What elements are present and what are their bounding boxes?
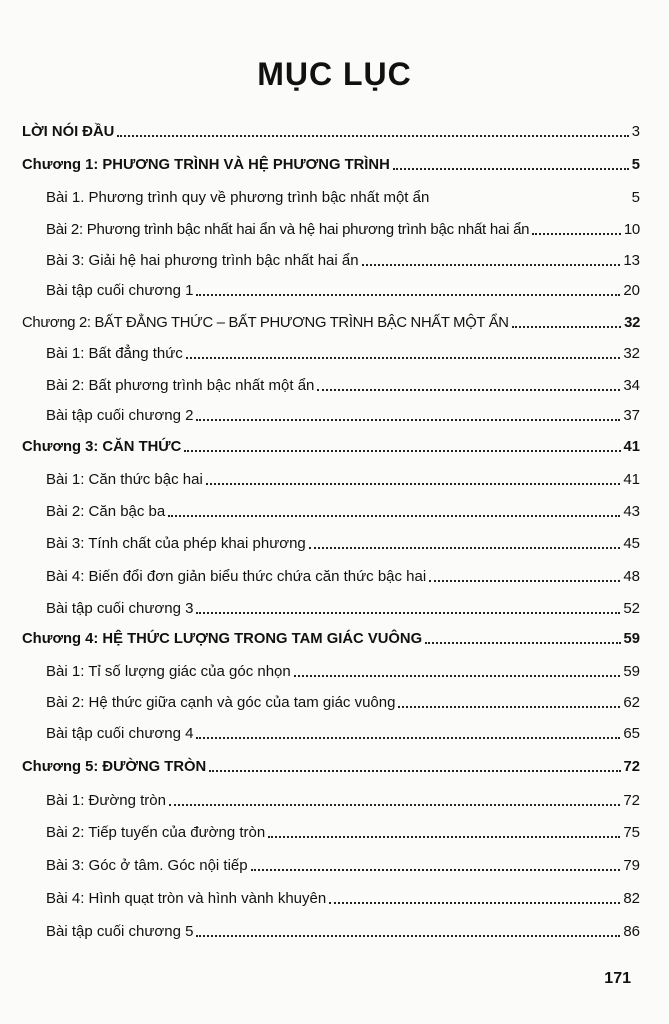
- toc-entry-page: 52: [623, 600, 640, 617]
- dot-leader: [294, 675, 621, 677]
- toc-entry-label: Bài 4: Hình quạt tròn và hình vành khuyên: [46, 890, 327, 907]
- toc-entry-page: 34: [623, 377, 640, 394]
- toc-entry-page: 41: [623, 439, 640, 455]
- toc-entry-chapter-4[interactable]: [22, 624, 640, 648]
- dot-leader: [209, 770, 620, 772]
- toc-entry-label: Bài 2: Phương trình bậc nhất hai ẩn và hệ hai phương trình bậc nhất hai ẩn: [46, 221, 530, 238]
- toc-entry-page: 20: [623, 282, 640, 299]
- toc-entry-label: Bài 2: Tiếp tuyến của đường tròn: [46, 824, 266, 841]
- page-title: MỤC LỤC: [257, 56, 412, 92]
- toc-entry-label: Bài 3: Góc ở tâm. Góc nội tiếp: [46, 857, 248, 874]
- toc-entry-label: Bài 2: Căn bậc ba: [46, 503, 166, 520]
- toc-entry-ch5-lesson-3[interactable]: [46, 851, 640, 875]
- toc-entry-page: 72: [623, 792, 640, 809]
- toc-entry-page: 45: [623, 535, 640, 552]
- toc-entry-page: 79: [623, 857, 640, 874]
- toc-entry-ch3-lesson-3[interactable]: [46, 529, 640, 553]
- dot-leader: [317, 389, 620, 391]
- dot-leader: [425, 642, 620, 644]
- toc-entry-intro[interactable]: [22, 117, 640, 141]
- toc-entry-label: Bài 4: Biến đổi đơn giản biểu thức chứa căn thức bậc hai: [46, 568, 427, 585]
- toc-entry-label: Bài 1: Bất đẳng thức: [46, 345, 183, 362]
- toc-entry-ch2-lesson-2[interactable]: [46, 371, 640, 395]
- toc-entry-label: Chương 1: PHƯƠNG TRÌNH VÀ HỆ PHƯƠNG TRÌNH: [22, 157, 390, 173]
- toc-entry-ch3-lesson-4[interactable]: [46, 562, 640, 586]
- dot-leader: [398, 706, 620, 708]
- toc-entry-ch4-exercises[interactable]: [46, 719, 640, 743]
- toc-entry-page: 86: [623, 923, 640, 940]
- toc-entry-page: 32: [624, 315, 640, 331]
- toc-entry-ch4-lesson-1[interactable]: [46, 657, 640, 681]
- toc-entry-page: 48: [623, 568, 640, 585]
- toc-entry-label: Bài 2: Bất phương trình bậc nhất một ẩn: [46, 377, 315, 394]
- toc-entry-page: 10: [623, 221, 640, 238]
- toc-entry-label: LỜI NÓI ĐẦU: [22, 124, 115, 140]
- dot-leader: [117, 135, 628, 137]
- dot-leader: [362, 264, 621, 266]
- toc-entry-page: 32: [623, 345, 640, 362]
- toc-entry-ch3-lesson-1[interactable]: [46, 465, 640, 489]
- dot-leader: [184, 450, 620, 452]
- toc-entry-label: Chương 5: ĐƯỜNG TRÒN: [22, 759, 207, 775]
- toc-entry-ch1-lesson-1[interactable]: [46, 183, 640, 207]
- toc-entry-ch3-exercises[interactable]: [46, 594, 640, 618]
- toc-entry-page: 62: [623, 694, 640, 711]
- toc-entry-ch5-lesson-4[interactable]: [46, 884, 640, 908]
- dot-leader: [268, 836, 620, 838]
- dot-leader: [309, 547, 621, 549]
- toc-entry-label: Bài 1: Đường tròn: [46, 792, 166, 809]
- dot-leader: [196, 294, 620, 296]
- toc-entry-chapter-5[interactable]: [22, 752, 640, 776]
- toc-entry-label: Chương 3: CĂN THỨC: [22, 439, 182, 455]
- toc-entry-label: Chương 2: BẤT ĐẲNG THỨC – BẤT PHƯƠNG TRÌNH BẬC NHẤT MỘT ẨN: [22, 315, 509, 331]
- toc-entry-page: 65: [623, 725, 640, 742]
- toc-entry-page: 5: [631, 157, 640, 173]
- toc-entry-ch1-lesson-3[interactable]: [46, 246, 640, 270]
- dot-leader: [169, 804, 620, 806]
- dot-leader: [329, 902, 620, 904]
- dot-leader: [393, 168, 629, 170]
- toc-entry-label: Bài 3: Giải hệ hai phương trình bậc nhất hai ẩn: [46, 252, 359, 269]
- toc-entry-ch2-lesson-1[interactable]: [46, 339, 640, 363]
- toc-entry-label: Bài 2: Hệ thức giữa cạnh và góc của tam giác vuông: [46, 694, 396, 711]
- toc-entry-chapter-2[interactable]: [22, 308, 640, 332]
- dot-leader: [429, 580, 620, 582]
- toc-entry-label: Bài tập cuối chương 1: [46, 282, 194, 299]
- dot-leader: [512, 326, 621, 328]
- toc-entry-label: Bài tập cuối chương 2: [46, 407, 194, 424]
- toc-entry-ch1-lesson-2[interactable]: [46, 215, 640, 239]
- dot-leader: [206, 483, 621, 485]
- dot-leader: [432, 201, 628, 203]
- dot-leader: [532, 233, 621, 235]
- toc-entry-chapter-1[interactable]: [22, 150, 640, 174]
- toc-entry-ch4-lesson-2[interactable]: [46, 688, 640, 712]
- toc-entry-page: 59: [623, 663, 640, 680]
- toc-entry-label: Bài tập cuối chương 5: [46, 923, 194, 940]
- toc-entry-page: 5: [631, 189, 640, 206]
- toc-entry-ch5-exercises[interactable]: [46, 917, 640, 941]
- toc-entry-ch3-lesson-2[interactable]: [46, 497, 640, 521]
- toc-entry-label: Bài tập cuối chương 3: [46, 600, 194, 617]
- dot-leader: [196, 612, 620, 614]
- dot-leader: [196, 935, 620, 937]
- toc-entry-page: 59: [623, 631, 640, 647]
- toc-entry-page: 37: [623, 407, 640, 424]
- dot-leader: [196, 419, 620, 421]
- page-number: 171: [604, 970, 631, 987]
- toc-entry-page: 3: [631, 124, 640, 140]
- toc-entry-label: Bài 3: Tính chất của phép khai phương: [46, 535, 306, 552]
- toc-entry-ch5-lesson-1[interactable]: [46, 786, 640, 810]
- toc-entry-label: Bài 1. Phương trình quy về phương trình bậc nhất một ẩn: [46, 189, 430, 206]
- toc-entry-page: 43: [623, 503, 640, 520]
- toc-entry-chapter-3[interactable]: [22, 432, 640, 456]
- toc-entry-page: 75: [623, 824, 640, 841]
- toc-entry-label: Bài 1: Căn thức bậc hai: [46, 471, 203, 488]
- toc-entry-label: Bài tập cuối chương 4: [46, 725, 194, 742]
- toc-entry-page: 82: [623, 890, 640, 907]
- toc-entry-page: 72: [623, 759, 640, 775]
- toc-entry-ch5-lesson-2[interactable]: [46, 818, 640, 842]
- toc-entry-ch2-exercises[interactable]: [46, 401, 640, 425]
- toc-entry-page: 13: [623, 252, 640, 269]
- dot-leader: [251, 869, 621, 871]
- dot-leader: [186, 357, 621, 359]
- toc-entry-ch1-exercises[interactable]: [46, 276, 640, 300]
- dot-leader: [196, 737, 620, 739]
- toc-entry-label: Chương 4: HỆ THỨC LƯỢNG TRONG TAM GIÁC VUÔNG: [22, 631, 423, 647]
- toc-entry-label: Bài 1: Tỉ số lượng giác của góc nhọn: [46, 663, 291, 680]
- toc-entry-page: 41: [623, 471, 640, 488]
- dot-leader: [168, 515, 620, 517]
